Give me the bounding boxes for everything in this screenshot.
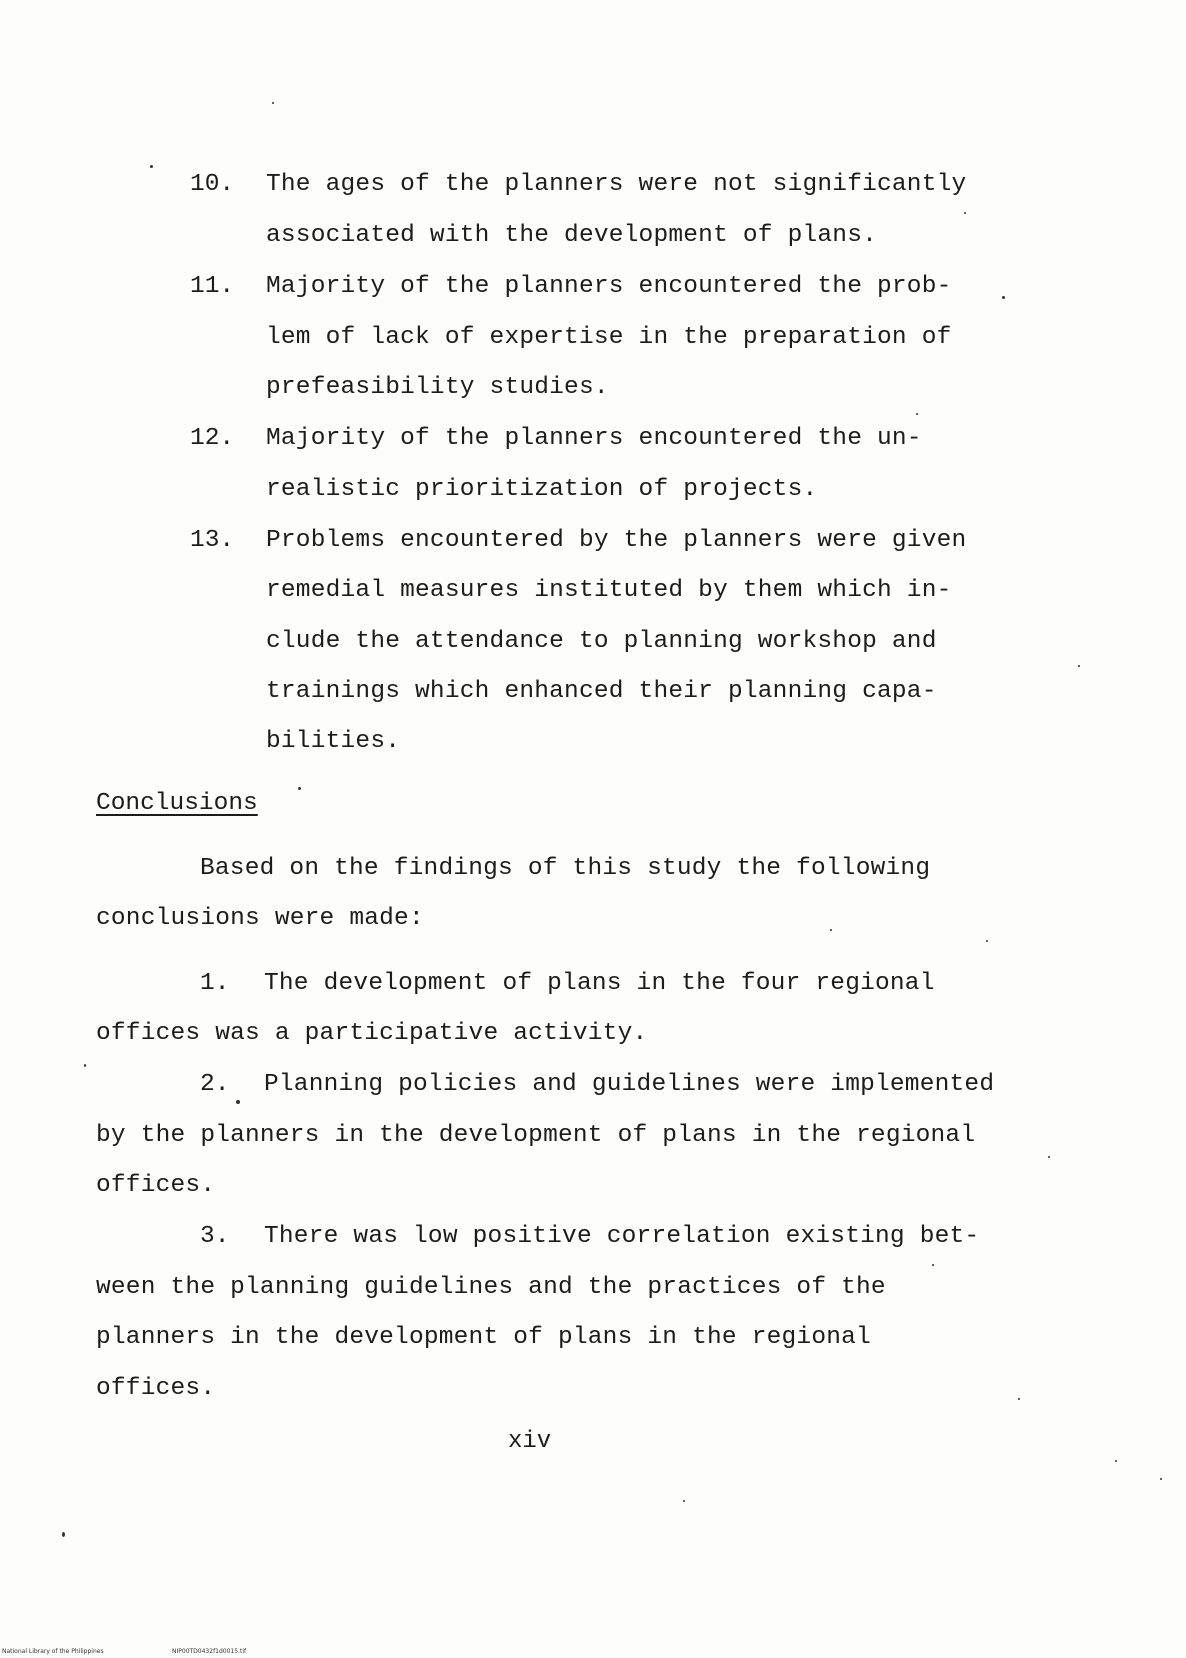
finding-line: remedial measures instituted by them which in- — [266, 577, 952, 604]
finding-number: 11. — [190, 273, 235, 300]
finding-line: trainings which enhanced their planning capa- — [266, 678, 937, 705]
finding-line: bilities. — [266, 728, 401, 755]
finding-number: 10. — [190, 171, 235, 198]
finding-line: Majority of the planners encountered the prob- — [266, 273, 952, 300]
conclusion-line: Planning policies and guidelines were implemented — [264, 1071, 995, 1098]
conclusion-line: offices. — [96, 1375, 216, 1402]
conclusion-line: by the planners in the development of plans in the regional — [96, 1122, 976, 1149]
finding-number: 13. — [190, 527, 235, 554]
finding-number: 12. — [190, 425, 235, 452]
page-number: xiv — [508, 1428, 552, 1455]
intro-line: Based on the findings of this study the following — [200, 855, 931, 882]
conclusion-number: 1. — [200, 970, 230, 997]
finding-line: clude the attendance to planning workshop and — [266, 628, 937, 655]
conclusion-number: 3. — [200, 1223, 230, 1250]
conclusion-line: offices. — [96, 1172, 216, 1199]
finding-line: prefeasibility studies. — [266, 374, 609, 401]
section-heading: Conclusions — [96, 790, 258, 817]
conclusion-line: ween the planning guidelines and the practices of the — [96, 1274, 886, 1301]
footer-library-name: National Library of the Philippines — [2, 1648, 104, 1655]
finding-line: associated with the development of plans. — [266, 222, 877, 249]
footer-file-name: NIP00TD0432f1d0015.tif — [172, 1648, 247, 1655]
conclusion-line: offices was a participative activity. — [96, 1020, 648, 1047]
finding-line: Problems encountered by the planners were given — [266, 527, 967, 554]
finding-line: lem of lack of expertise in the preparation of — [266, 324, 952, 351]
finding-line: Majority of the planners encountered the un- — [266, 425, 922, 452]
conclusion-line: The development of plans in the four regional — [264, 970, 935, 997]
conclusion-number: 2. — [200, 1071, 230, 1098]
conclusion-line: There was low positive correlation existing bet- — [264, 1223, 980, 1250]
intro-line: conclusions were made: — [96, 905, 424, 932]
finding-line: The ages of the planners were not significantly — [266, 171, 967, 198]
conclusion-line: planners in the development of plans in the regional — [96, 1324, 871, 1351]
finding-line: realistic prioritization of projects. — [266, 476, 818, 503]
